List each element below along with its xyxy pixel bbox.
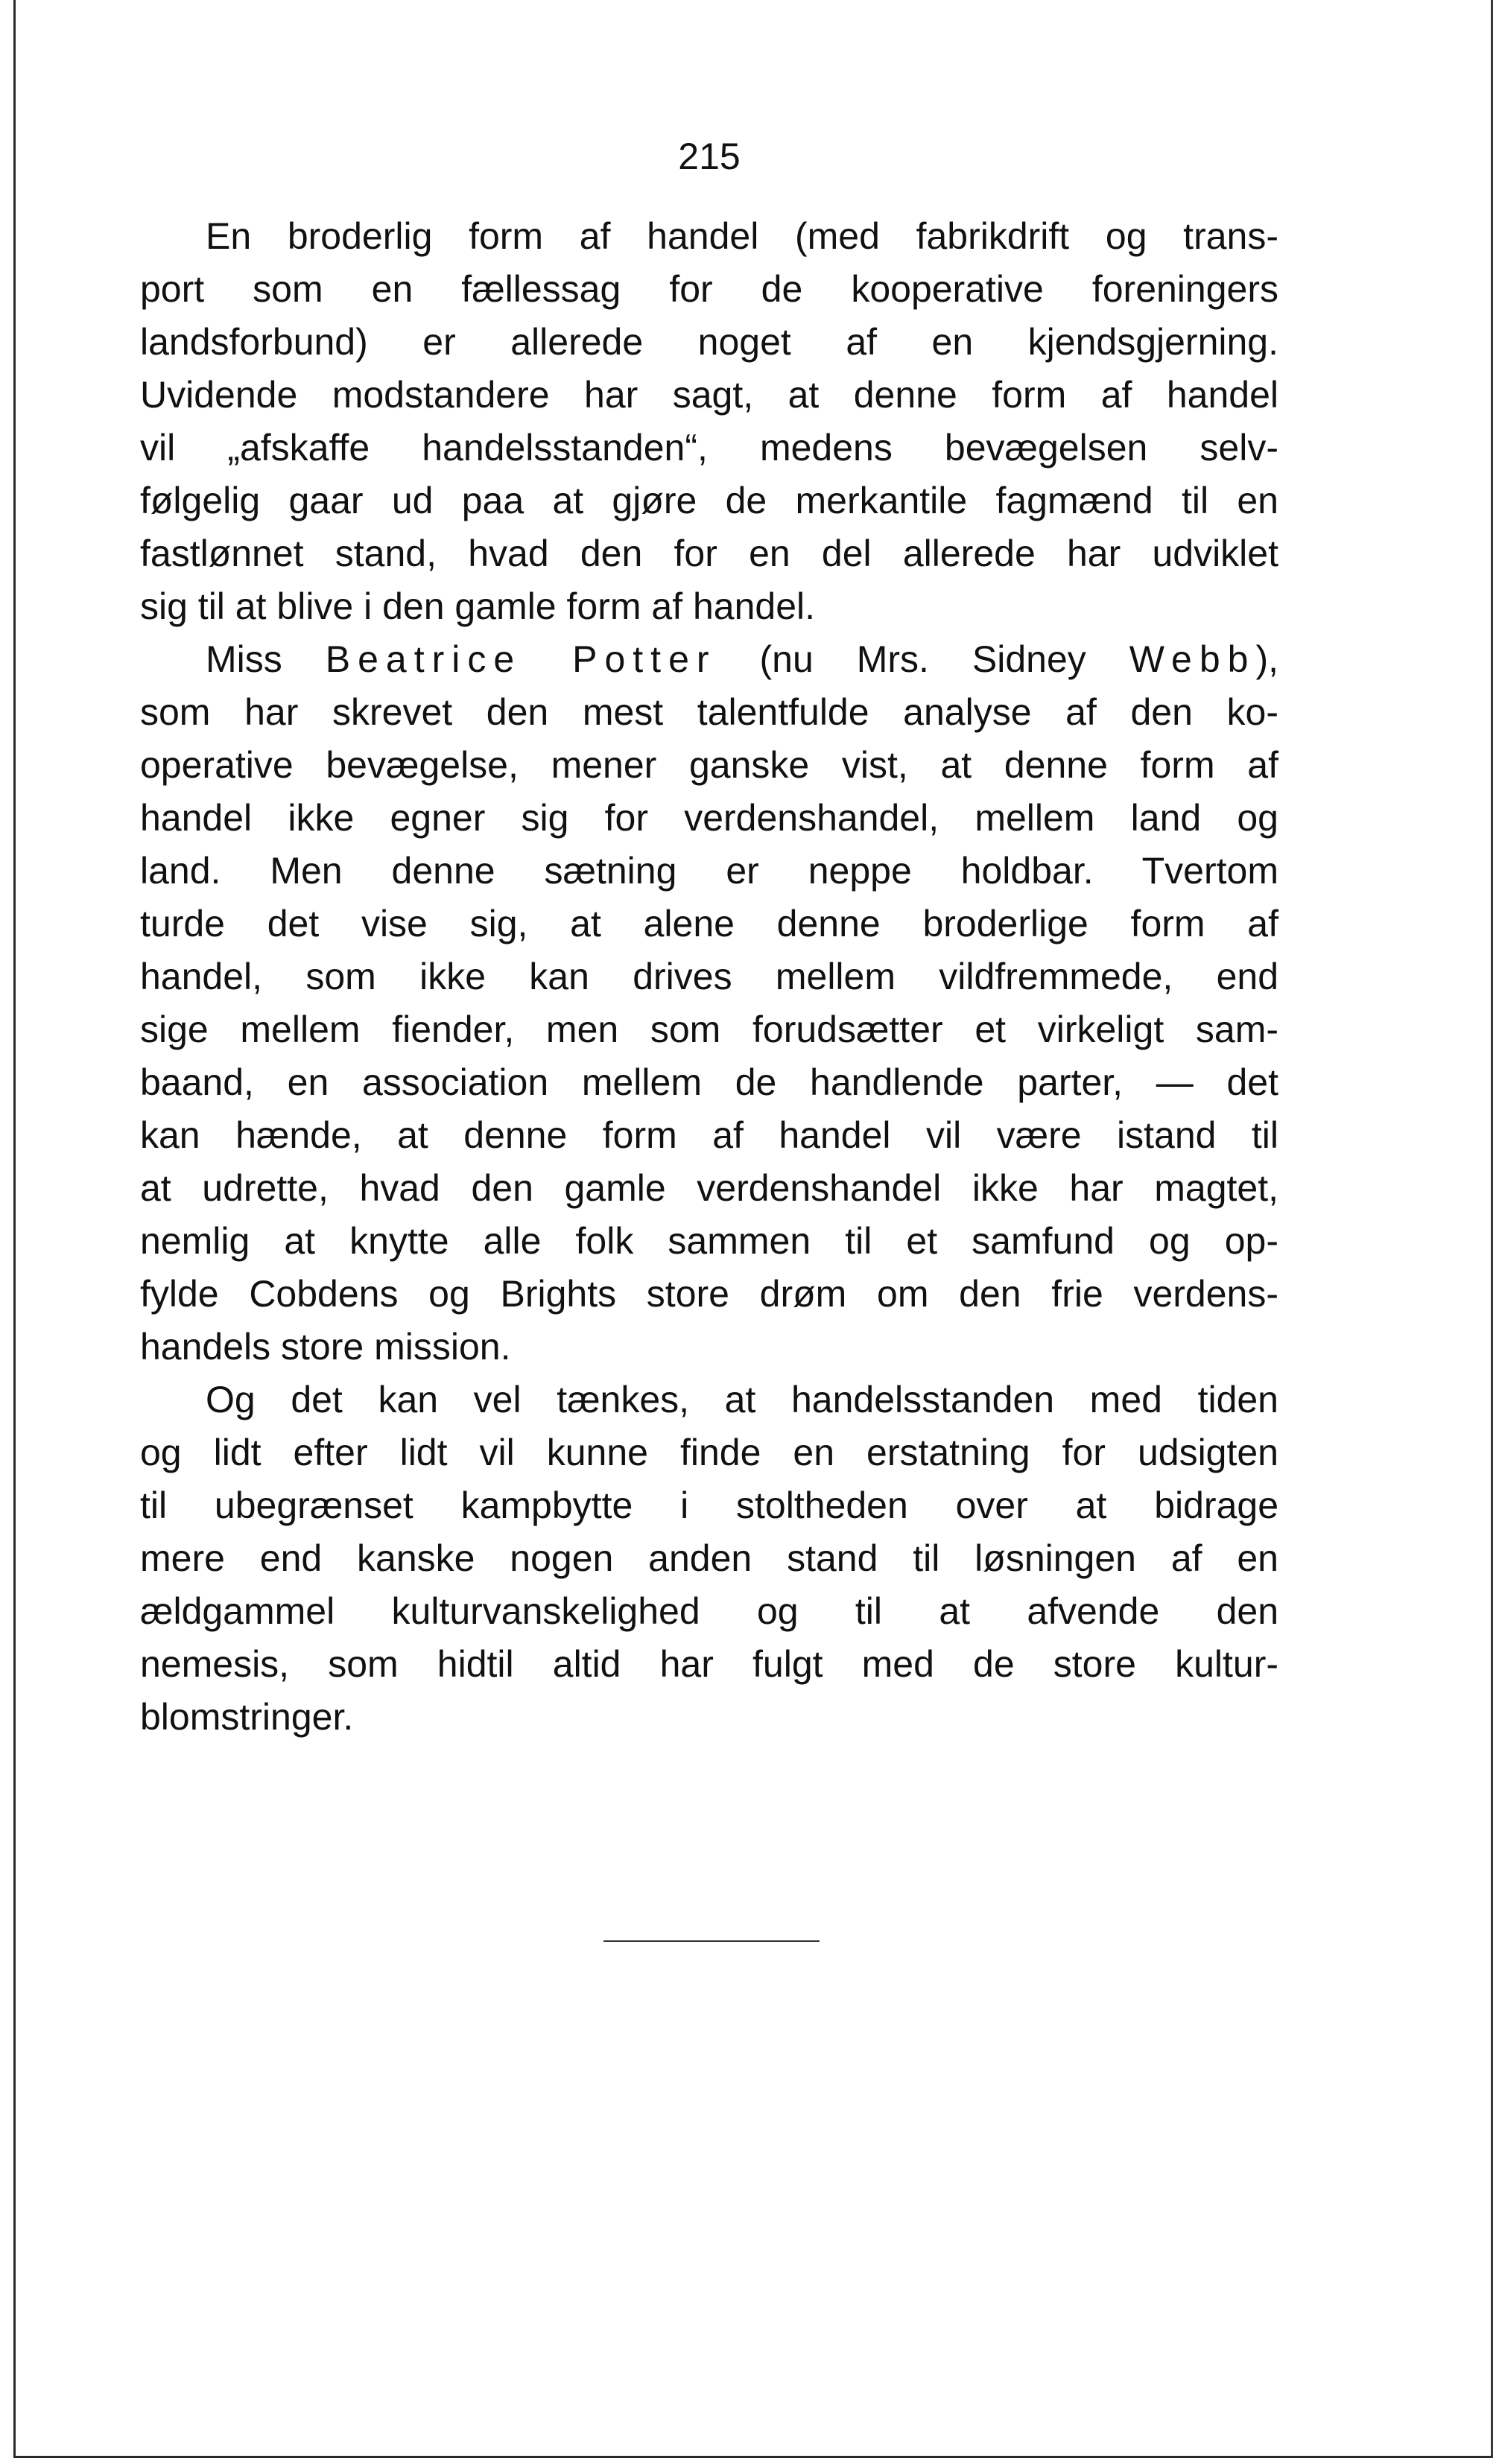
text-line: turde det vise sig, at alene denne broderlige form af <box>140 903 1278 944</box>
text-line: fastlønnet stand, hvad den for en del allerede har udviklet <box>140 533 1278 574</box>
text-line: land. Men denne sætning er neppe holdbar. Tvertom <box>140 850 1278 892</box>
text-line: Uvidende modstandere har sagt, at denne form af handel <box>140 374 1278 416</box>
person-name-spaced: Webb <box>1129 638 1256 680</box>
page-number: 215 <box>678 136 741 177</box>
text-line: at udrette, hvad den gamle verdenshandel ikke har magtet, <box>140 1167 1278 1209</box>
text-line: og lidt efter lidt vil kunne finde en erstatning for udsigten <box>140 1432 1278 1473</box>
text-fragment: Miss <box>206 638 326 680</box>
text-line: til ubegrænset kampbytte i stoltheden over at bidrage <box>140 1485 1278 1526</box>
text-line: fylde Cobdens og Brights store drøm om den frie verdens- <box>140 1273 1278 1315</box>
text-line: nemesis, som hidtil altid har fulgt med de store kultur- <box>140 1643 1278 1685</box>
text-line: handel, som ikke kan drives mellem vildfremmede, end <box>140 956 1278 997</box>
text-line: handels store mission. <box>140 1326 511 1368</box>
text-line: følgelig gaar ud paa at gjøre de merkantile fagmænd til en <box>140 480 1278 521</box>
text-line <box>140 633 1278 686</box>
text-fragment: ), <box>1255 638 1279 680</box>
text-line: port som en fællessag for de kooperative foreningers <box>140 268 1278 310</box>
text-line: sige mellem fiender, men som forudsætter et virkeligt sam- <box>140 1009 1278 1050</box>
text-line: sig til at blive i den gamle form af handel. <box>140 585 816 627</box>
text-line: blomstringer. <box>140 1696 354 1738</box>
text-line: kan hænde, at denne form af handel vil være istand til <box>140 1114 1278 1156</box>
person-name-spaced: Beatrice Potter <box>325 638 717 680</box>
text-line: handel ikke egner sig for verdenshandel, mellem land og <box>140 797 1278 839</box>
text-line: nemlig at knytte alle folk sammen til et samfund og op- <box>140 1220 1278 1262</box>
paragraph-1 <box>140 210 1278 633</box>
text-fragment: (nu Mrs. Sidney <box>716 638 1129 680</box>
text-line: mere end kanske nogen anden stand til løsningen af en <box>140 1537 1278 1579</box>
book-page <box>140 134 1278 1744</box>
text-line: baand, en association mellem de handlende parter, — det <box>140 1061 1278 1103</box>
text-line: En broderlig form af handel (med fabrikdrift og trans- <box>206 215 1278 257</box>
text-line: landsforbund) er allerede noget af en kjendsgjerning. <box>140 321 1278 363</box>
text-line: Og det kan vel tænkes, at handelsstanden med tiden <box>206 1379 1278 1420</box>
text-line: ældgammel kulturvanskelighed og til at afvende den <box>140 1590 1278 1632</box>
paragraph-2 <box>140 633 1278 1374</box>
section-end-rule <box>603 1940 820 1942</box>
text-line: som har skrevet den mest talentfulde analyse af den ko- <box>140 691 1278 733</box>
paragraph-3 <box>140 1374 1278 1744</box>
text-line: vil „afskaffe handelsstanden“, medens bevægelsen selv- <box>140 427 1278 469</box>
text-line: operative bevægelse, mener ganske vist, at denne form af <box>140 744 1278 786</box>
